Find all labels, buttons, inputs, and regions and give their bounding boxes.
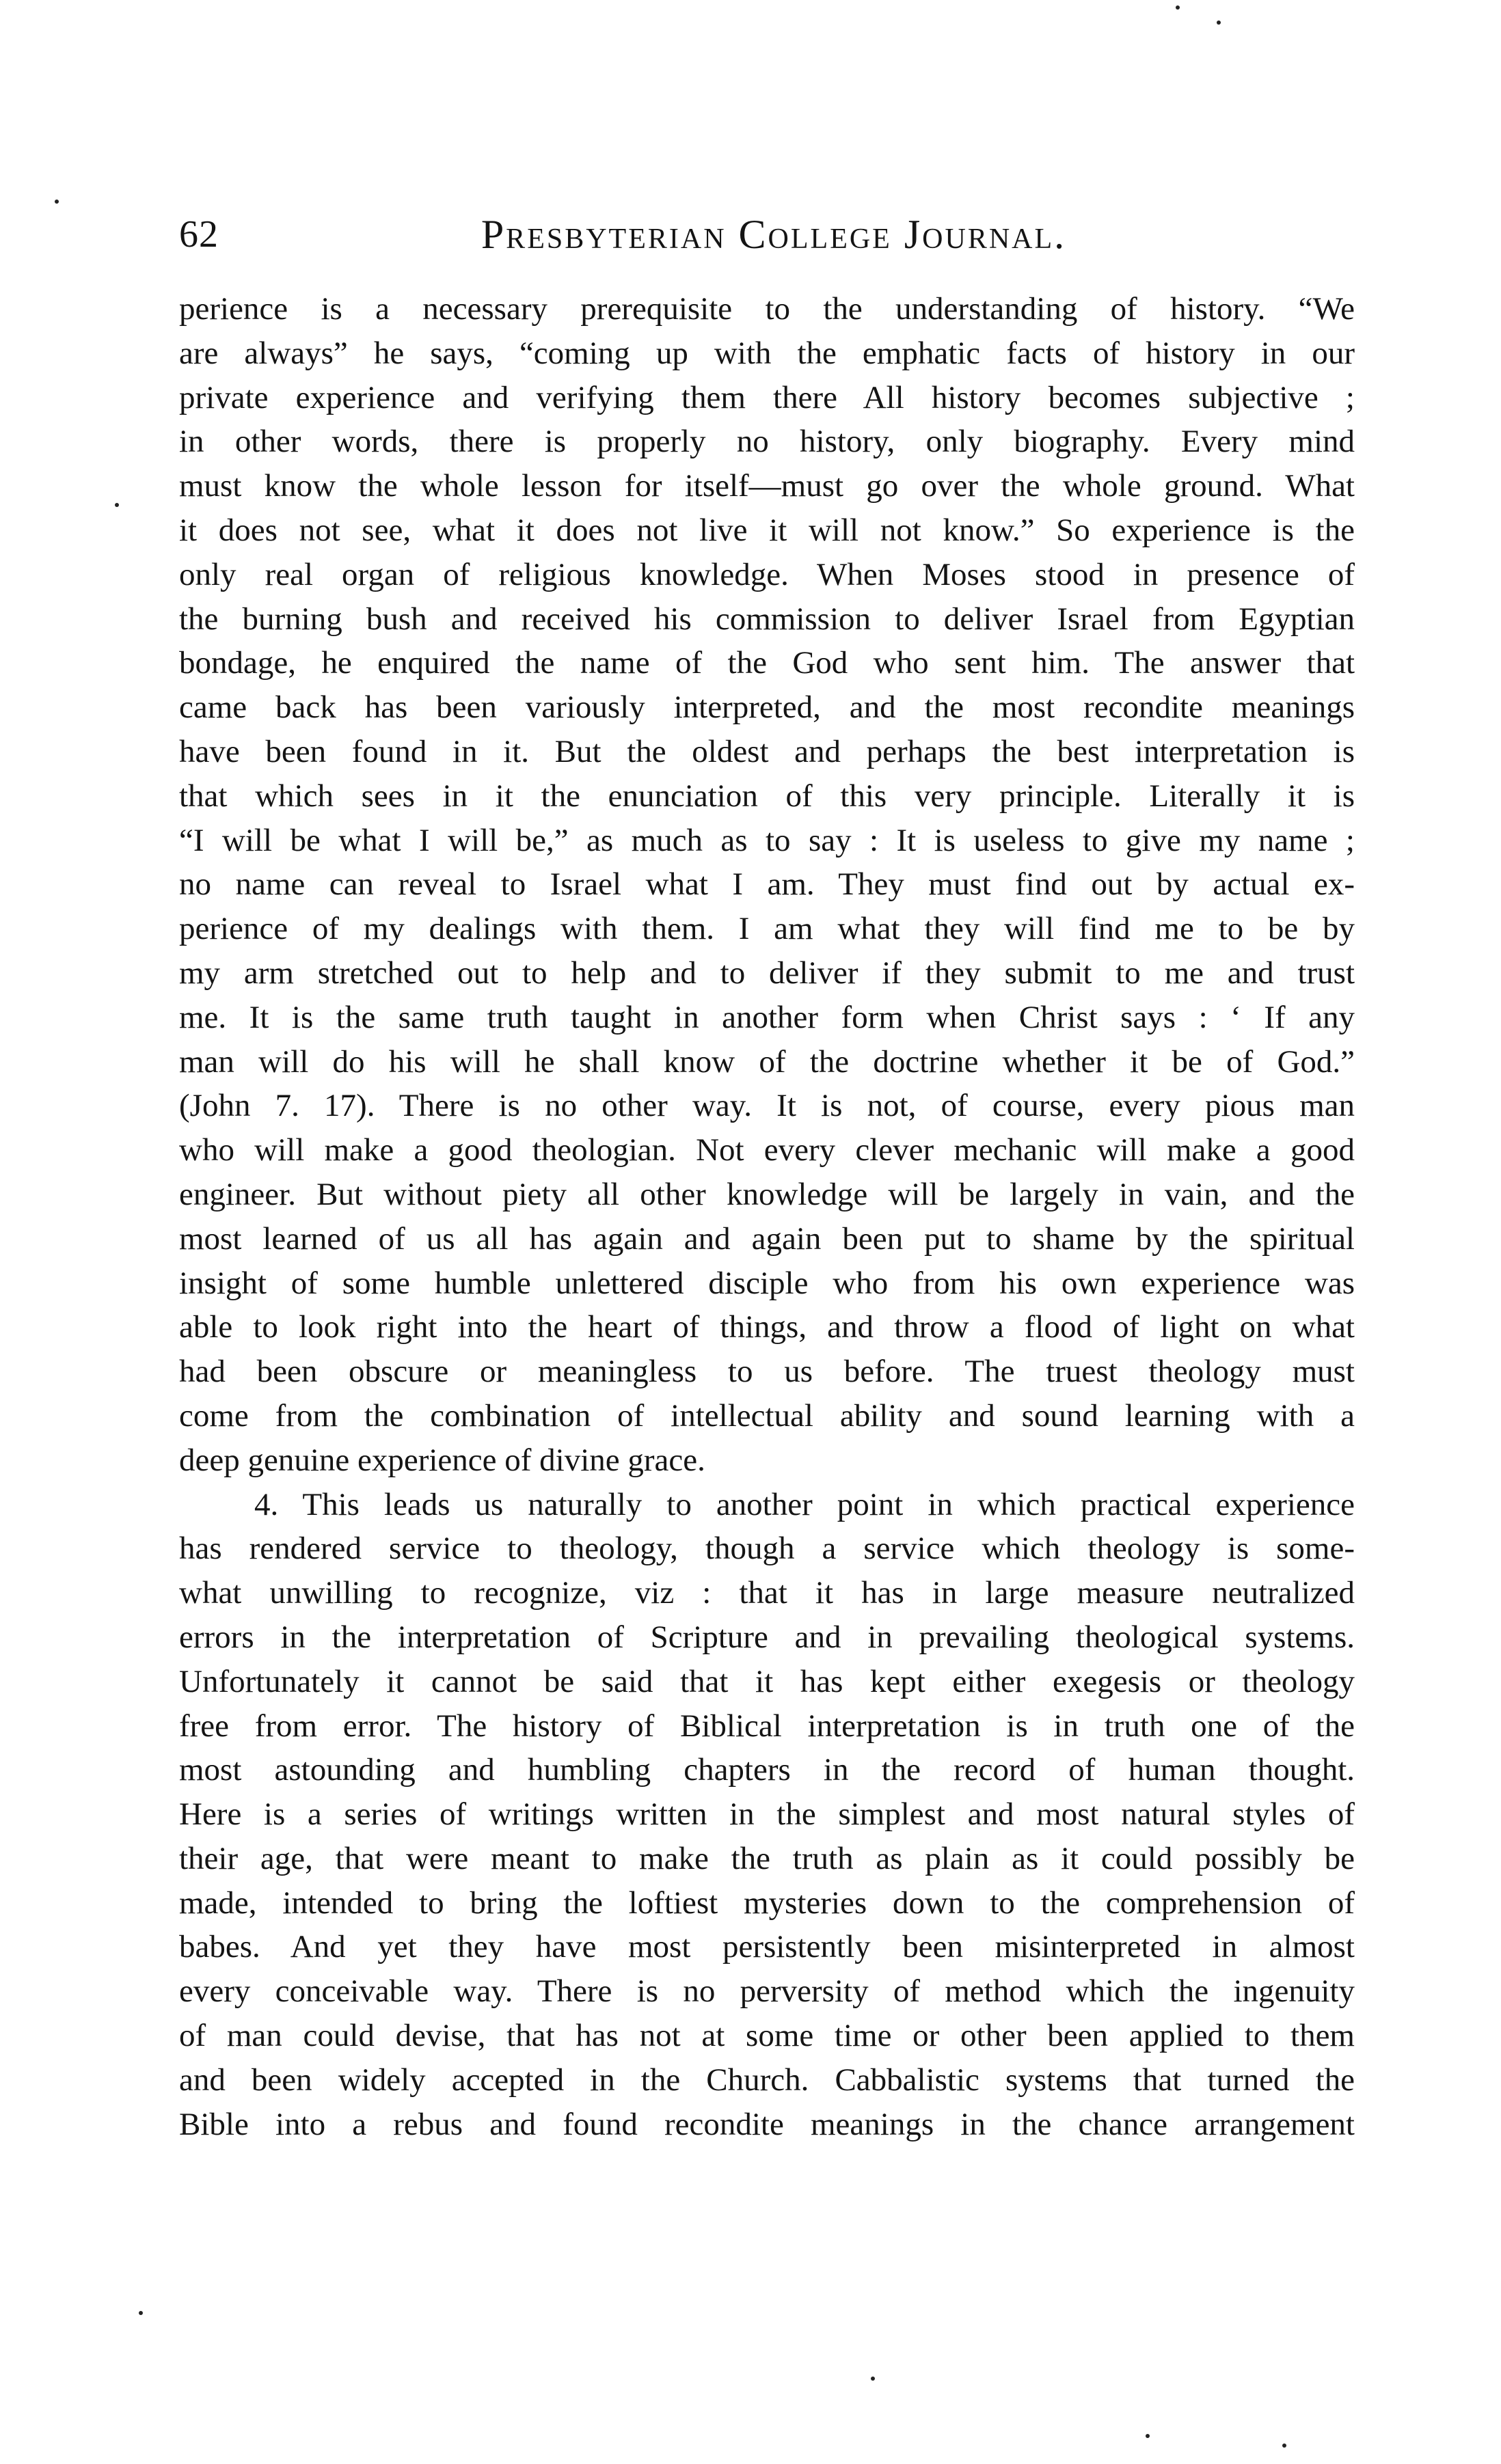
text-line: had been obscure or meaningless to us before. The truest theology must <box>179 1354 1355 1390</box>
text-line: my arm stretched out to help and to deliver if they submit to me and trust <box>179 955 1355 991</box>
text-line: most astounding and humbling chapters in the record of human thought. <box>179 1752 1355 1788</box>
text-line: perience of my dealings with them. I am what they will find me to be by <box>179 911 1355 947</box>
text-line: private experience and verifying them there All history becomes subjective ; <box>179 379 1355 415</box>
text-line: engineer. But without piety all other knowledge will be largely in vain, and the <box>179 1176 1355 1212</box>
page-number: 62 <box>179 213 219 256</box>
text-line: errors in the interpretation of Scripture and in prevailing theological systems. <box>179 1619 1355 1655</box>
text-line: “I will be what I will be,” as much as to say : It is useless to give my name ; <box>179 822 1355 858</box>
paragraph-end-line: deep genuine experience of divine grace. <box>179 1442 705 1478</box>
text-line: what unwilling to recognize, viz : that it has in large measure neutralized <box>179 1575 1355 1611</box>
text-line: babes. And yet they have most persistently been misinterpreted in almost <box>179 1929 1355 1965</box>
text-line: man will do his will he shall know of the doctrine whether it be of God.” <box>179 1043 1355 1080</box>
text-line: who will make a good theologian. Not every clever mechanic will make a good <box>179 1132 1355 1168</box>
scan-speck <box>871 2377 875 2381</box>
text-line: that which sees in it the enunciation of this very principle. Literally it is <box>179 778 1355 814</box>
text-line: every conceivable way. There is no perversity of method which the ingenuity <box>179 1973 1355 2010</box>
text-line: it does not see, what it does not live it will not know.” So experience is the <box>179 512 1355 548</box>
text-line: me. It is the same truth taught in another form when Christ says : ‘ If any <box>179 999 1355 1035</box>
text-line: free from error. The history of Biblical interpretation is in truth one of the <box>179 1708 1355 1744</box>
text-line: Bible into a rebus and found recondite meanings in the chance arrangement <box>179 2106 1355 2142</box>
scan-speck <box>115 503 119 507</box>
text-line: most learned of us all has again and again been put to shame by the spiritual <box>179 1220 1355 1257</box>
text-line: only real organ of religious knowledge. When Moses stood in presence of <box>179 556 1355 592</box>
running-title: Presbyterian College Journal. <box>481 212 1067 257</box>
text-line: made, intended to bring the loftiest mysteries down to the comprehension of <box>179 1885 1355 1921</box>
text-line: perience is a necessary prerequisite to the understanding of history. “We <box>179 291 1355 327</box>
text-line: have been found in it. But the oldest and perhaps the best interpretation is <box>179 733 1355 769</box>
scan-speck <box>1282 2444 1286 2448</box>
text-line: bondage, he enquired the name of the God who sent him. The answer that <box>179 645 1355 681</box>
text-line: and been widely accepted in the Church. Cabbalistic systems that turned the <box>179 2062 1355 2098</box>
text-line: able to look right into the heart of things, and throw a flood of light on what <box>179 1309 1355 1345</box>
scan-speck <box>55 200 59 204</box>
paragraph-start-line: 4. This leads us naturally to another point in which practical experience <box>254 1486 1355 1522</box>
text-line: Here is a series of writings written in the simplest and most natural styles of <box>179 1796 1355 1833</box>
scan-speck <box>1217 20 1221 25</box>
text-line: has rendered service to theology, though a service which theology is some- <box>179 1531 1355 1567</box>
page-header <box>179 204 1368 265</box>
scan-speck <box>139 2311 143 2315</box>
text-line: insight of some humble unlettered disciple who from his own experience was <box>179 1265 1355 1301</box>
text-line: no name can reveal to Israel what I am. They must find out by actual ex- <box>179 866 1355 903</box>
text-line: Unfortunately it cannot be said that it has kept either exegesis or theology <box>179 1663 1355 1699</box>
text-line: in other words, there is properly no history, only biography. Every mind <box>179 424 1355 460</box>
scan-speck <box>1146 2434 1150 2438</box>
text-line: the burning bush and received his commission to deliver Israel from Egyptian <box>179 601 1355 637</box>
text-line: came back has been variously interpreted, and the most recondite meanings <box>179 689 1355 726</box>
text-line: must know the whole lesson for itself—must go over the whole ground. What <box>179 468 1355 504</box>
scan-speck <box>1176 5 1180 10</box>
text-line: their age, that were meant to make the truth as plain as it could possibly be <box>179 1840 1355 1876</box>
text-line: come from the combination of intellectual ability and sound learning with a <box>179 1397 1355 1434</box>
text-line: (John 7. 17). There is no other way. It is not, of course, every pious man <box>179 1088 1355 1124</box>
text-line: of man could devise, that has not at some time or other been applied to them <box>179 2018 1355 2054</box>
body-text <box>179 287 1355 2146</box>
text-line: are always” he says, “coming up with the emphatic facts of history in our <box>179 335 1355 371</box>
